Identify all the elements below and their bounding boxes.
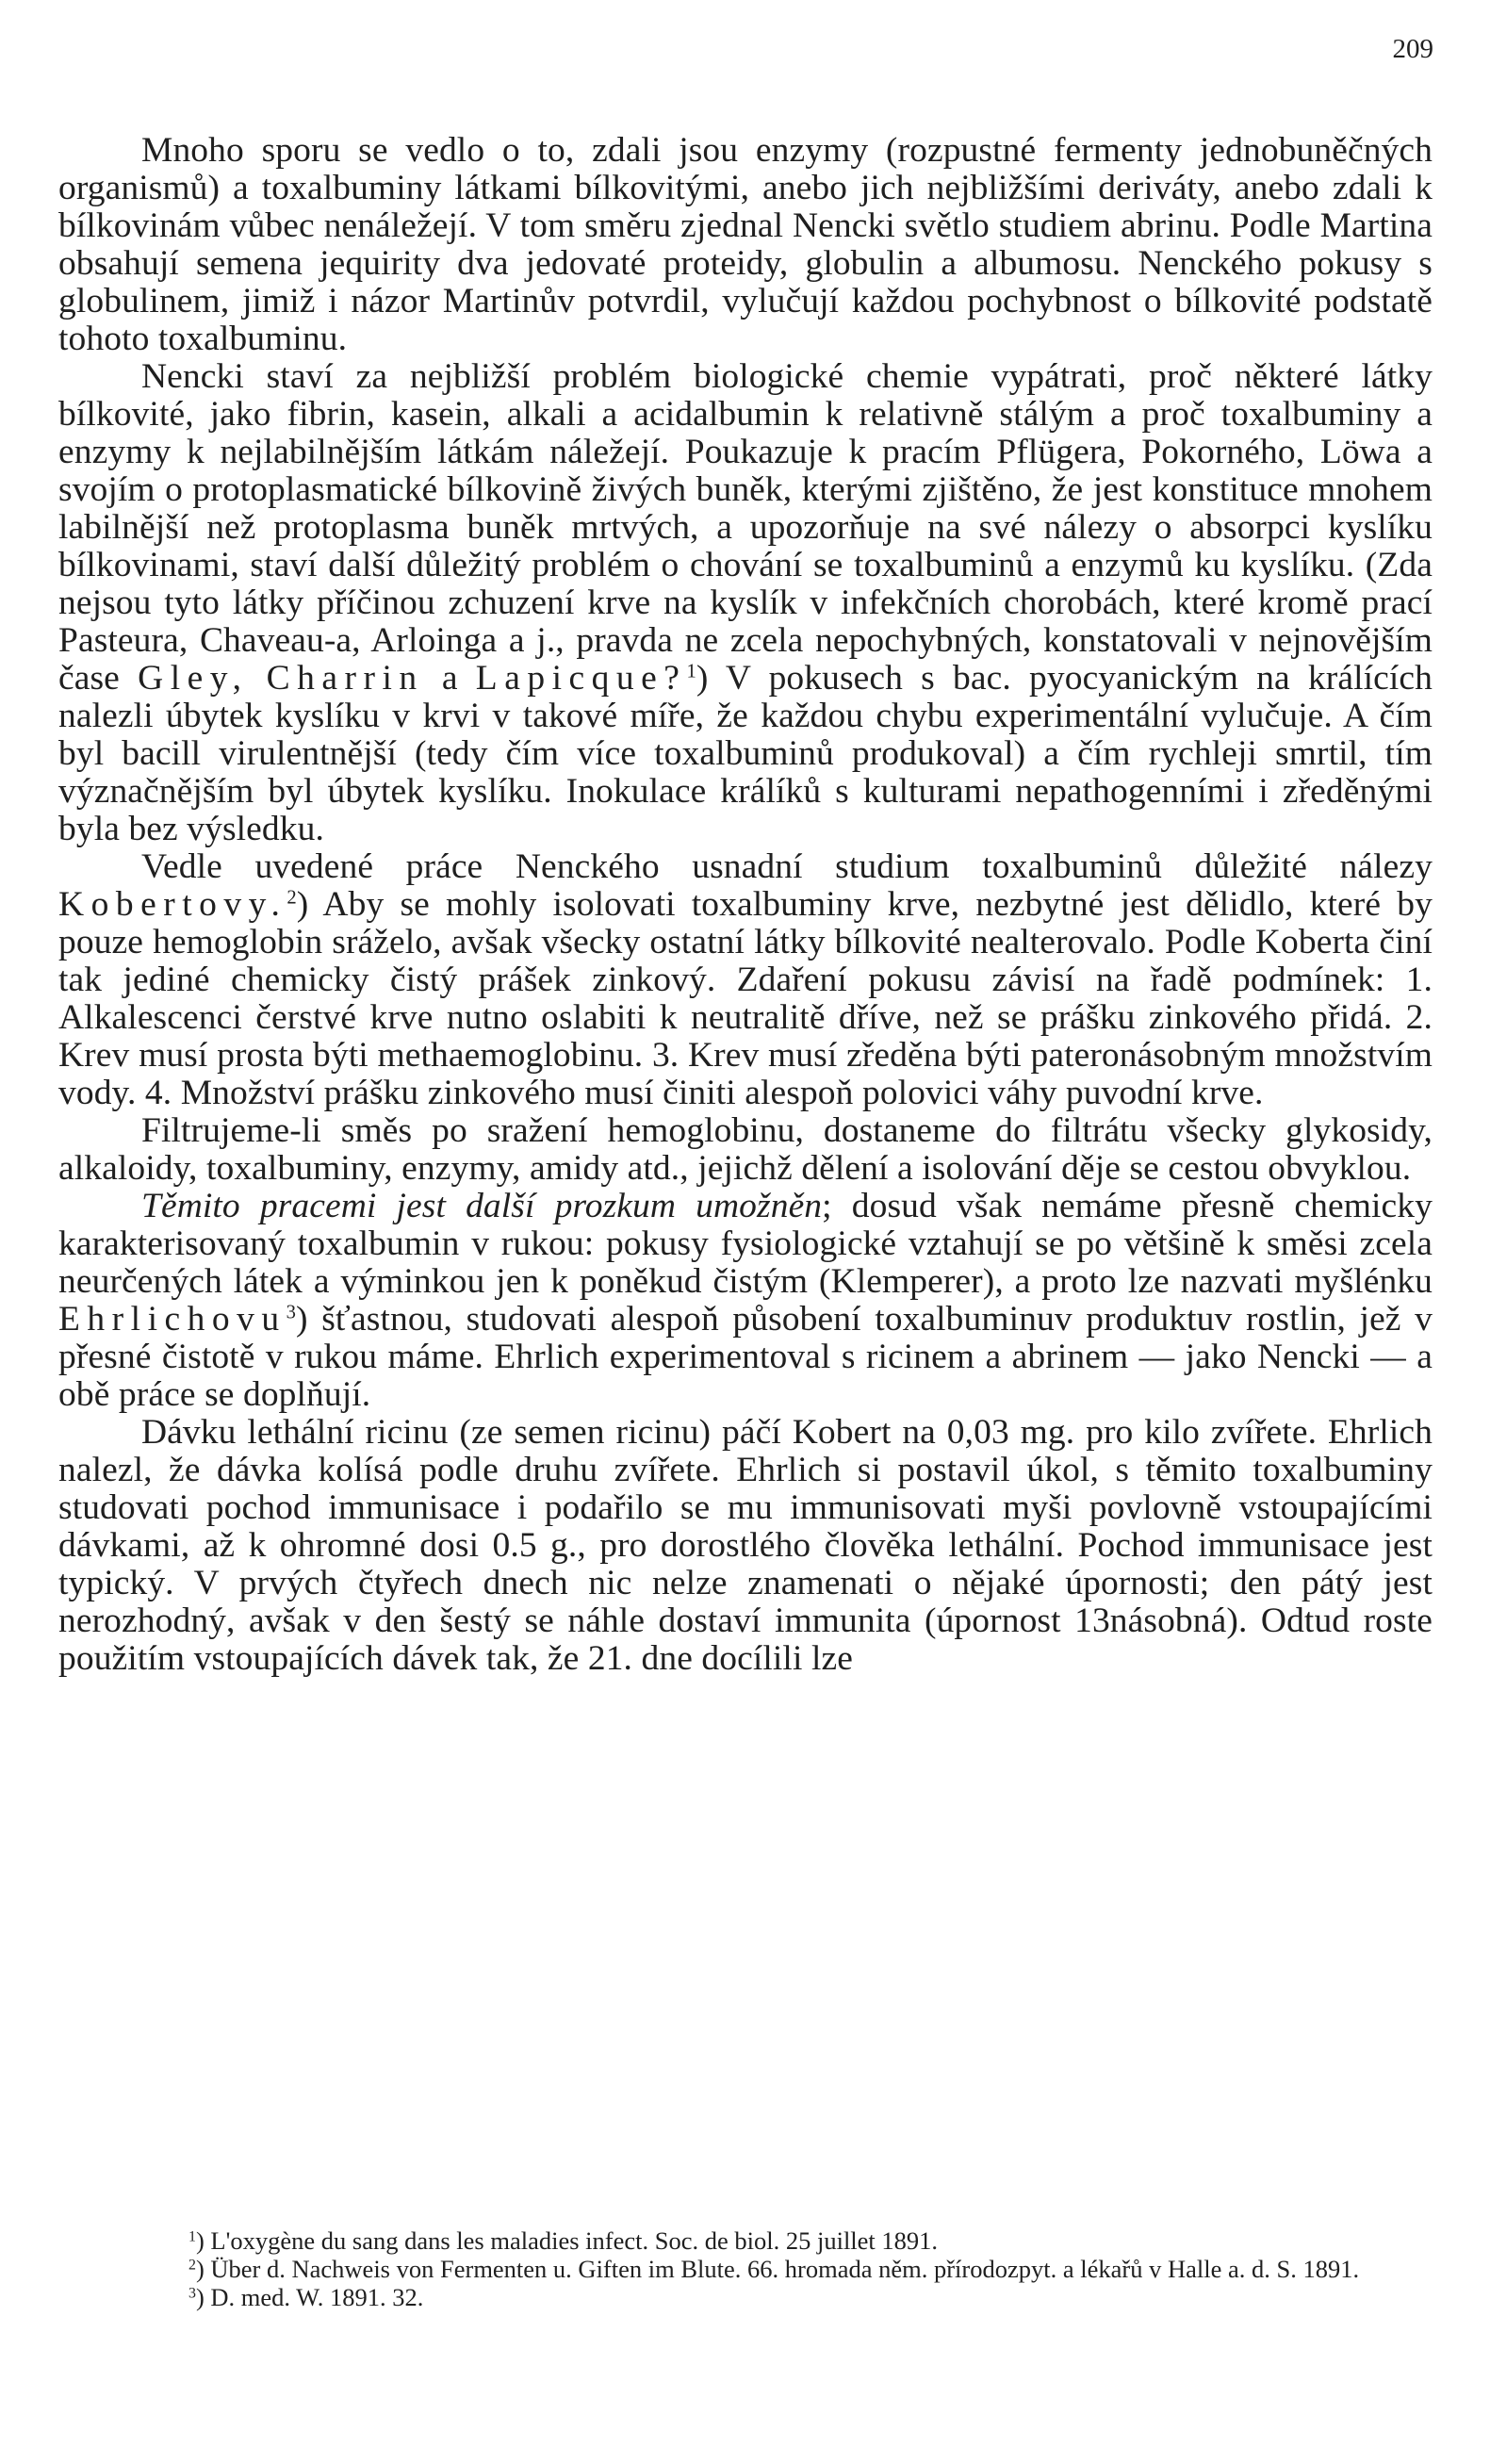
author-name-charrin: Charrin [266, 659, 424, 698]
paragraph-1: Mnoho sporu se vedlo o to, zdali jsou enzymy (rozpustné fermenty jednobuněčných organismů) a toxalbuminy látkami bílkovitými, anebo jich nejbližšími deriváty, anebo zdali k bílkovinám vůbec nenáležejí. V tom směru zjednal Nencki světlo studiem abrinu. Podle Martina obsahují semena jequirity dva jedovaté proteidy, globulin a albumosu. Nenckého pokusy s globulinem, jimiž i názor Martinův potvrdil, vylučují každou pochybnost o bílkovité podstatě tohoto toxalbuminu. [58, 131, 1433, 358]
footnote-2 [58, 2255, 1433, 2283]
paragraph-5 [58, 1188, 1433, 1414]
footnote-ref-3: 3 [286, 1302, 297, 1323]
paragraph-3-part-a: Vedle uvedené práce Nenckého usnadní studium toxalbuminů důležité nálezy [141, 847, 1433, 886]
paragraph-2-part-c: ) V pokusech s bac. pyocyanickým na králících nalezli úbytek kyslíku v krvi v takové míře, že každou chybu experimentální vylučuje. A čím byl bacill virulentnější (tedy čím více toxalbuminů produkoval) a čím rychleji smrtil, tím význačnějším byl úbytek kyslíku. Inokulace králíků s kulturami nepathogenními i zředěnými byla bez výsledku. [58, 659, 1433, 848]
footnote-mark-1: 1 [188, 2228, 196, 2245]
paragraph-4: Filtrujeme-li směs po sražení hemoglobinu, dostaneme do filtrátu všecky glykosidy, alkaloidy, toxalbuminy, enzymy, amidy atd., jejichž dělení a isolování děje se cestou obvyklou. [58, 1111, 1433, 1188]
paragraph-3 [58, 848, 1433, 1112]
paragraph-2-part-b: a [441, 659, 458, 698]
author-name-gley: Gley, [138, 659, 249, 698]
paragraph-5-part-b: ) šťastnou, studovati alespoň působení toxalbuminuv produktuv rostlin, jež v přesné čistotě v rukou máme. Ehrlich experimentoval s ricinem a abrinem — jako Nencki — a obě práce se doplňují. [58, 1300, 1433, 1414]
footnote-mark-3: 3 [188, 2285, 196, 2302]
footnote-3 [58, 2283, 1433, 2311]
footnote-ref-2: 2 [287, 887, 297, 909]
footnote-text-3: ) D. med. W. 1891. 32. [195, 2283, 424, 2311]
body-text [58, 132, 1433, 1678]
italic-phrase: Těmito pracemi jest další prozkum umožněn [141, 1187, 823, 1225]
page-number: 209 [1392, 34, 1433, 64]
paragraph-2-part-a: Nencki staví za nejbližší problém biologické chemie vypátrati, proč některé látky bílkovité, jako fibrin, kasein, alkali a acidalbumin k relativně stálým a proč toxalbuminy a enzymy k nejlabilnějším látkám náležejí. Poukazuje k pracím Pflügera, Pokorného, Löwa a svojím o protoplasmatické bílkovině živých buněk, kterými zjištěno, že jest konstituce mnohem labilnější než protoplasma buněk mrtvých, a upozorňuje na své nálezy o absorpci kyslíku bílkovinami, staví další důležitý problém o chování se toxalbuminů a enzymů ku kyslíku. (Zda nejsou tyto látky příčinou zchuzení krve na kyslík v infekčních chorobách, které kromě prací Pasteura, Chaveau-a, Arloinga a j., pravda ne zcela nepochybných, konstatovali v nejnovějším čase [58, 357, 1433, 698]
paragraph-2 [58, 358, 1433, 848]
footnote-mark-2: 2 [188, 2257, 196, 2274]
footnotes [58, 2226, 1433, 2311]
footnote-ref-1: 1 [686, 661, 696, 682]
paragraph-5-part-a: ; dosud však nemáme přesně chemicky karakterisovaný toxalbumin v rukou: pokusy fysiologické vztahují se po většině k směsi zcela neurčených látek a výminkou jen k poněkud čistým (Klemperer), a proto lze nazvati myšlénku [58, 1187, 1433, 1301]
author-name-lapicque: Lapicque? [475, 659, 687, 698]
footnote-1 [58, 2226, 1433, 2255]
author-name-kobert: Kobertovy. [58, 885, 287, 924]
author-name-ehrlich: Ehrlichovu [58, 1300, 287, 1339]
paragraph-3-part-b: ) Aby se mohly isolovati toxalbuminy krve, nezbytné jest dělidlo, které by pouze hemoglobin sráželo, avšak všecky ostatní látky bílkovité nealterovalo. Podle Koberta činí tak jediné chemicky čistý prášek zinkový. Zdaření pokusu závisí na řadě podmínek: 1. Alkalescenci čerstvé krve nutno oslabiti k neutralitě dříve, než se prášku zinkového přidá. 2. Krev musí prosta býti methaemoglobinu. 3. Krev musí zředěna býti pateronásobným množstvím vody. 4. Množství prášku zinkového musí činiti alespoň polovici váhy puvodní krve. [58, 885, 1433, 1112]
footnote-text-2: ) Über d. Nachweis von Fermenten u. Giften im Blute. 66. hromada něm. přírodozpyt. a lékařů v Halle a. d. S. 1891. [195, 2255, 1360, 2283]
paragraph-6: Dávku lethální ricinu (ze semen ricinu) páčí Kobert na 0,03 mg. pro kilo zvířete. Ehrlich nalezl, že dávka kolísá podle druhu zvířete. Ehrlich si postavil úkol, s těmito toxalbuminy studovati pochod immunisace i podařilo se mu immunisovati myši povlovně vstoupajícími dávkami, až k ohromné dosi 0.5 g., pro dorostlého člověka lethální. Pochod immunisace jest typický. V prvých čtyřech dnech nic nelze znamenati o nějaké úpornosti; den pátý jest nerozhodný, avšak v den šestý se náhle dostaví immunita (úpornost 13násobná). Odtud roste použitím vstoupajících dávek tak, že 21. dne docílili lze [58, 1413, 1433, 1678]
footnote-text-1: ) L'oxygène du sang dans les maladies infect. Soc. de biol. 25 juillet 1891. [195, 2226, 939, 2255]
